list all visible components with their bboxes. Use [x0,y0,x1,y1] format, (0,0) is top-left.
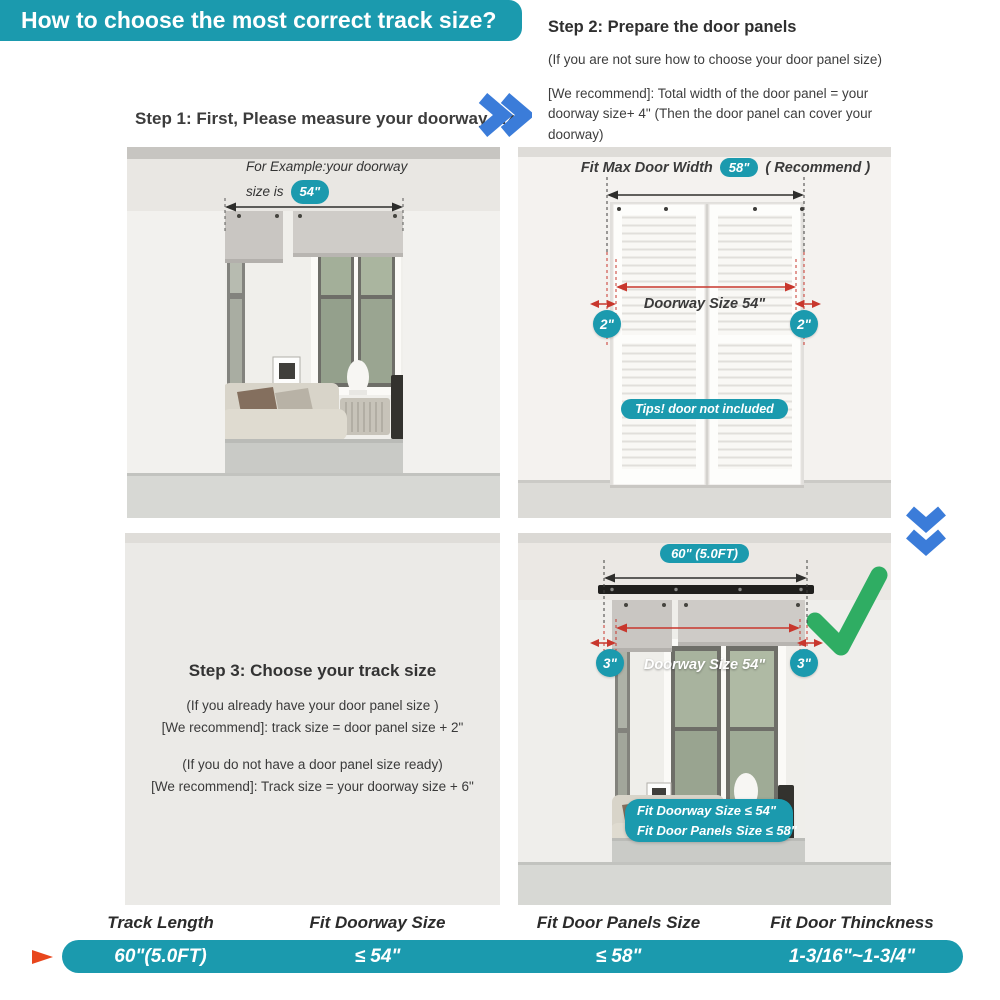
step3-heading: Step 3: Choose your track size [188,661,437,680]
fit-max-badge: 58" [720,158,759,177]
step1-heading: Step 1: First, Please measure your doorway size [135,109,525,128]
header-fit-doorway-size: Fit Doorway Size [309,913,446,932]
fit-line1: Fit Doorway Size ≤ 54" [637,803,777,818]
doorway-size-label: Doorway Size 54" [643,657,766,673]
track-length-row [518,544,891,563]
value-fit-door-panels-size: ≤ 58" [595,945,642,967]
tips-badge: Tips! door not included [621,399,788,419]
step1-doorway-photo [127,147,500,518]
side-gap-badge-left: 3" [596,649,624,677]
value-fit-door-thickness: 1-3/16"~1-3/4" [788,945,916,967]
step2-door-panels-photo [518,147,891,518]
step3-track-photo [518,533,891,905]
step2-heading: Step 2: Prepare the door panels [548,18,797,36]
side-gap-badge-right: 2" [790,310,818,338]
header-fit-door-panels-size: Fit Door Panels Size [536,913,701,932]
case2-line1: (If you do not have a door panel size ready) [182,756,443,772]
fit-max-door-width-row [518,158,891,177]
floor [127,473,500,518]
header-fit-door-thickness: Fit Door Thinckness [770,913,934,932]
tips-row [518,399,891,419]
spec-table-value-row [62,940,963,973]
fit-summary-badge [625,799,797,842]
step3-case2 [125,754,500,799]
step2-recommendation: [We recommend]: Total width of the door panel = your doorway size+ 4" (Then the door panel can cover your doorway) [548,86,873,142]
header-track-length: Track Length [107,913,214,932]
step2-note: (If you are not sure how to choose your door panel size) [548,52,882,67]
wall-right [403,211,500,477]
track-length-badge: 60" (5.0FT) [660,544,749,563]
doorway-size-badge: 54" [291,180,330,204]
right-door-panel [709,204,801,485]
wall-left [518,600,612,862]
spec-table-header-row [62,913,963,933]
fit-max-label: Fit Max Door Width [580,159,713,176]
double-chevron-down-icon [905,504,947,558]
step2-section [548,18,984,145]
case1-line1: (If you already have your door panel size ) [186,698,439,713]
barn-door-track [598,585,814,594]
value-fit-doorway-size: ≤ 54" [354,945,401,967]
floor [518,862,891,905]
value-track-length: 60"(5.0FT) [114,945,207,967]
track-room-illustration [518,533,891,905]
wall-left [127,211,225,477]
row-marker-arrow-icon [32,950,53,964]
fit-line2: Fit Door Panels Size ≤ 58" [637,823,797,838]
side-gap-badge-right: 3" [790,649,818,677]
door-panels-illustration [518,147,891,518]
example-line1: For Example:your doorway [246,159,408,174]
panel-top-band [125,533,500,543]
step3-section [125,533,500,905]
case2-line2: [We recommend]: Track size = your doorway size + 6" [151,778,474,794]
page-title: How to choose the most correct track size? [0,0,522,41]
recommend-tag: ( Recommend ) [765,159,871,176]
room-interior [221,211,408,477]
double-chevron-right-icon [476,92,532,138]
case1-line2: [We recommend]: track size = door panel size + 2" [161,720,464,736]
step3-case1 [125,695,500,740]
doorway-example-note [246,157,407,204]
left-door-panel [613,204,705,485]
doorway-size-label: Doorway Size 54" [643,296,766,312]
side-gap-badge-left: 2" [593,310,621,338]
example-line2-prefix: size is [246,183,284,199]
